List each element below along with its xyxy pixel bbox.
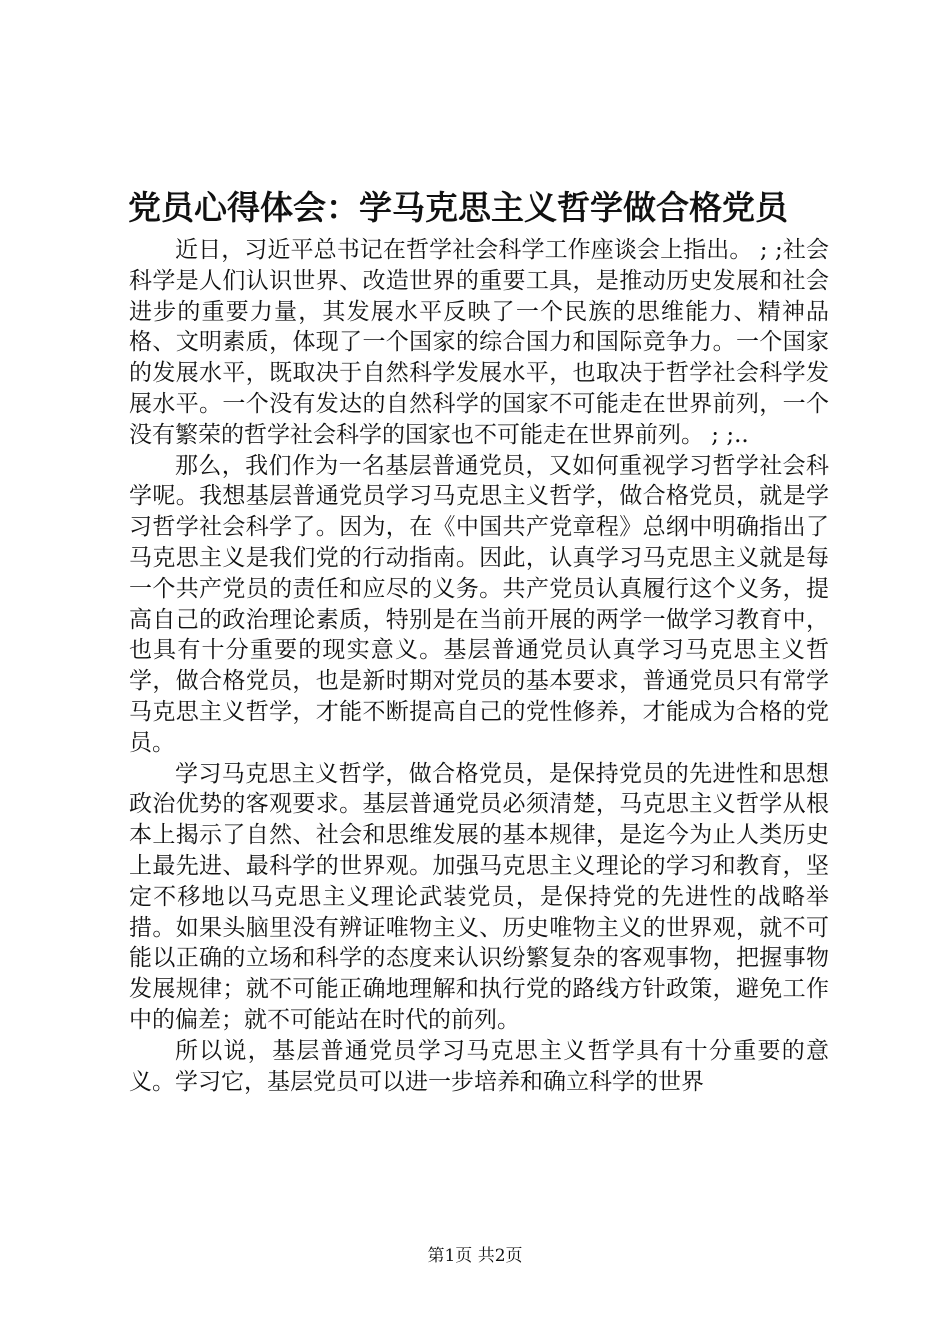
paragraph-1: 近日，习近平总书记在哲学社会科学工作座谈会上指出。 ; ;社会科学是人们认识世界、改造世界的重要工具，是推动历史发展和社会进步的重要力量，其发展水平反映了一个民族的思维能力、精神品格、文明素质，体现了一个国家的综合国力和国际竞争力。一个国家的发展水平，既取决于自然科学发展水平，也取决于哲学社会科学发展水平。一个没有发达的自然科学的国家不可能走在世界前列，一个没有繁荣的哲学社会科学的国家也不可能走在世界前列。 ; ;..: [129, 237, 829, 448]
page-number-footer: 第1页 共2页: [427, 1246, 523, 1266]
paragraph-3: 学习马克思主义哲学，做合格党员，是保持党员的先进性和思想政治优势的客观要求。基层普通党员必须清楚，马克思主义哲学从根本上揭示了自然、社会和思维发展的基本规律，是迄今为止人类历史上最先进、最科学的世界观。加强马克思主义理论的学习和教育，坚定不移地以马克思主义理论武装党员，是保持党的先进性的战略举措。如果头脑里没有辨证唯物主义、历史唯物主义的世界观，就不可能以正确的立场和科学的态度来认识纷繁复杂的客观事物，把握事物发展规律；就不可能正确地理解和执行党的路线方针政策，避免工作中的偏差；就不可能站在时代的前列。: [129, 760, 829, 1033]
paragraph-4: 所以说，基层普通党员学习马克思主义哲学具有十分重要的意义。学习它，基层党员可以进一步培养和确立科学的世界: [129, 1037, 829, 1095]
paragraph-2: 那么，我们作为一名基层普通党员，又如何重视学习哲学社会科学呢。我想基层普通党员学习马克思主义哲学，做合格党员，就是学习哲学社会科学了。因为，在《中国共产党章程》总纲中明确指出了马克思主义是我们党的行动指南。因此，认真学习马克思主义就是每一个共产党员的责任和应尽的义务。共产党员认真履行这个义务，提高自己的政治理论素质，特别是在当前开展的两学一做学习教育中，也具有十分重要的现实意义。基层普通党员认真学习马克思主义哲学，做合格党员，也是新时期对党员的基本要求，普通党员只有常学马克思主义哲学，才能不断提高自己的党性修养，才能成为合格的党员。: [129, 452, 829, 756]
document-body: [129, 235, 829, 1097]
document-title: 党员心得体会：学马克思主义哲学做合格党员: [128, 188, 788, 227]
